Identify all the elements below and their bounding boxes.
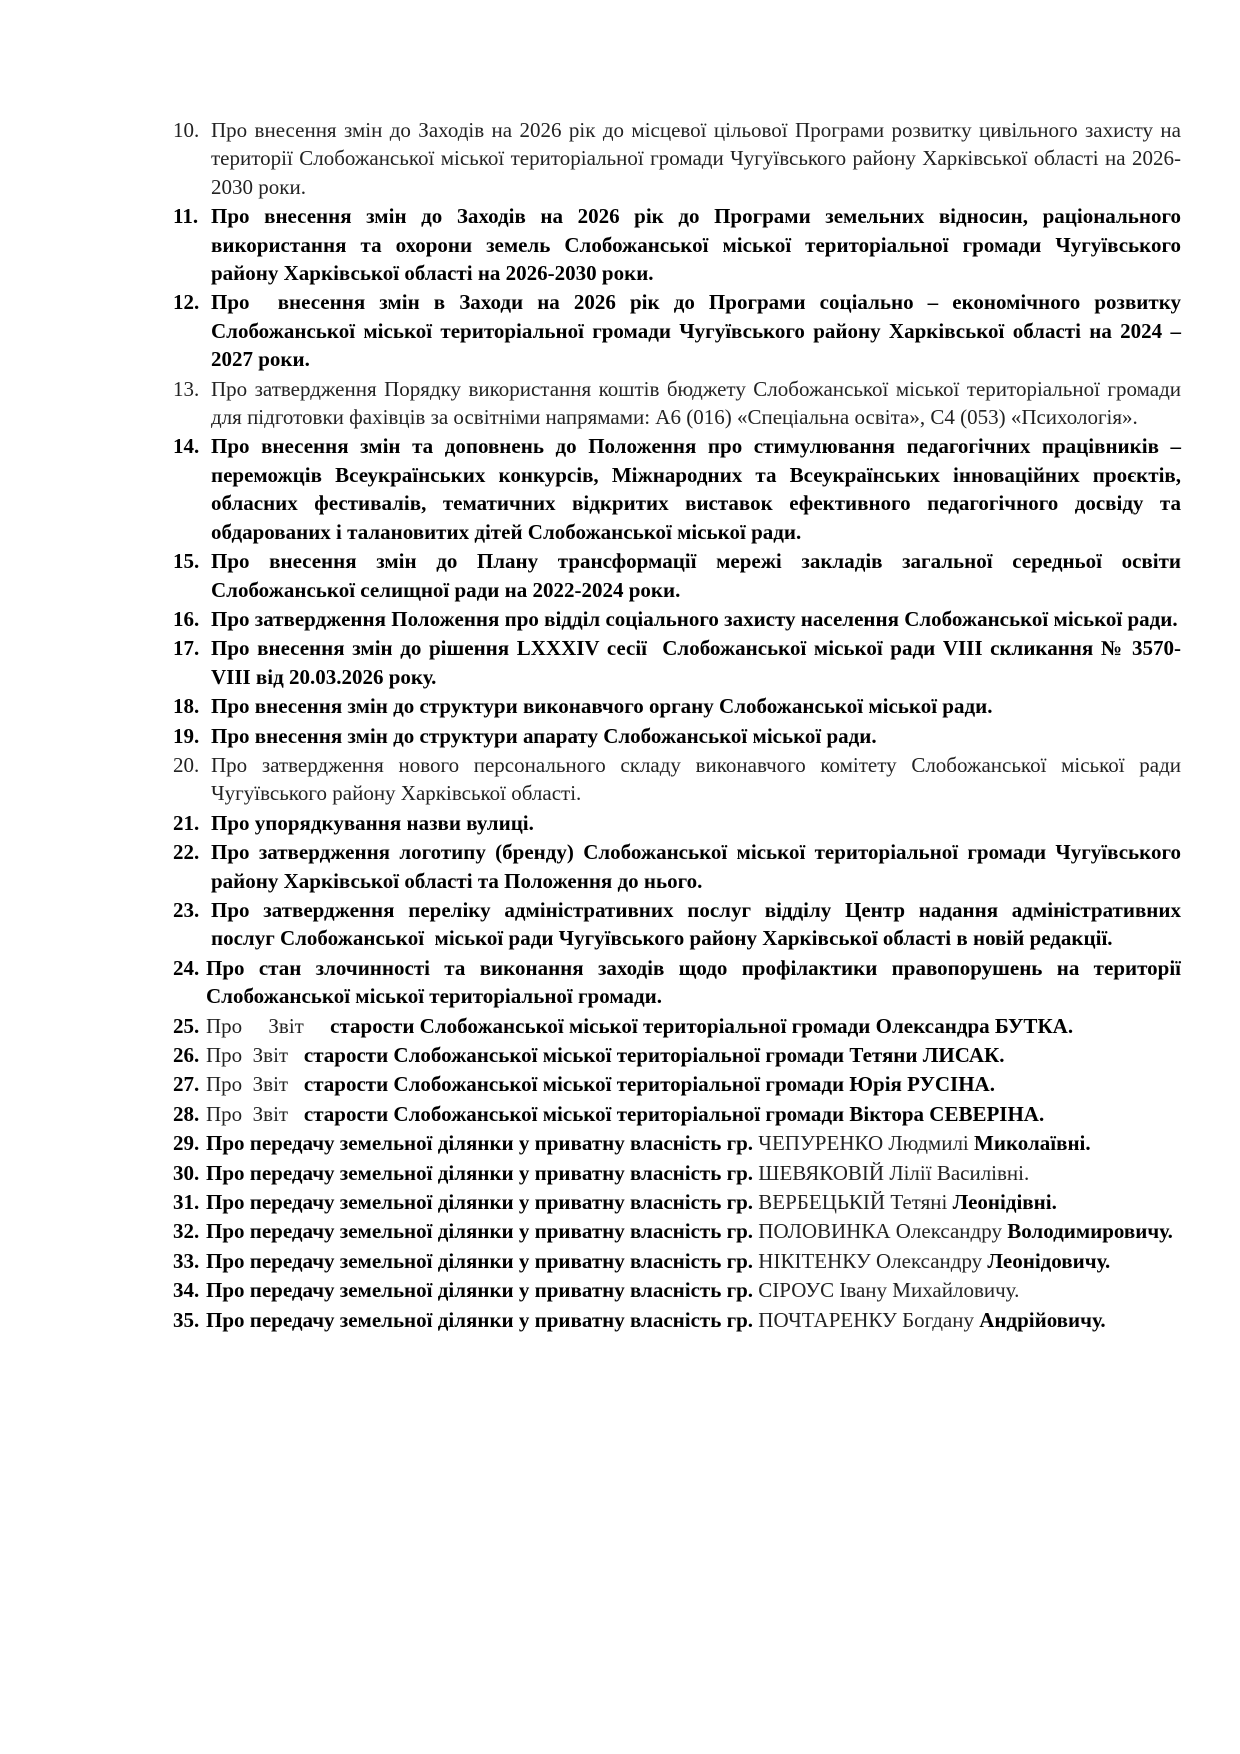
item-text: Про передачу земельної ділянки у приватну власність гр.	[206, 1160, 759, 1185]
item-text: Про затвердження логотипу (бренду) Слобожанської міської територіальної громади Чугуївського району Харківської області та Положення до нього.	[211, 840, 1187, 893]
item-text: Про внесення змін до структури апарату Слобожанської міської ради.	[211, 723, 877, 748]
item-number: 28.	[173, 1101, 200, 1126]
item-number: 10.	[173, 118, 200, 142]
agenda-item	[173, 838, 1187, 895]
item-number: 20.	[173, 752, 200, 777]
agenda-item	[173, 605, 1181, 633]
item-text: Про внесення змін до рішення LXXXIV сесії Слобожанської міської ради VIII скликання № 3570-VIII від 20.03.2026 року.	[211, 636, 1181, 689]
item-text: старости Слобожанської міської територіальної громади Віктора СЕВЕРІНА.	[303, 1101, 1045, 1126]
item-number: 12.	[173, 290, 200, 315]
agenda-item	[173, 116, 1187, 201]
agenda-item	[173, 547, 1187, 604]
item-text: СІРОУС Івану Михайловичу.	[758, 1278, 1020, 1303]
item-text: Андрійовичу.	[973, 1307, 1106, 1332]
item-number: 29.	[173, 1131, 200, 1156]
agenda-item	[173, 1306, 1181, 1334]
item-number: 15.	[173, 549, 200, 574]
item-text: Про Звіт	[206, 1043, 304, 1067]
item-text: старости Слобожанської міської територіальної громади Олександра БУТКА.	[330, 1013, 1074, 1038]
item-text: Про затвердження нового персонального складу виконавчого комітету Слобожанської міської ради Чугуївського району Харківської області.	[211, 752, 1187, 806]
item-text: Миколаївні.	[968, 1131, 1091, 1156]
item-text: Про внесення змін до структури виконавчого органу Слобожанської міської ради.	[211, 694, 993, 719]
agenda-item	[173, 1159, 1181, 1187]
agenda-item	[173, 432, 1187, 546]
agenda-item	[173, 375, 1187, 432]
item-text: Володимировичу.	[1001, 1219, 1173, 1244]
item-text: ПОЧТАРЕНКУ Богдану	[758, 1307, 974, 1332]
agenda-item	[173, 1129, 1181, 1157]
item-number: 23.	[173, 897, 200, 922]
item-text: ЧЕПУРЕНКО Людмилі	[758, 1131, 969, 1156]
agenda-item	[173, 1217, 1181, 1245]
item-number: 31.	[173, 1190, 200, 1215]
item-number: 16.	[173, 606, 200, 631]
item-number: 22.	[173, 840, 200, 865]
item-text: Про Звіт	[206, 1072, 304, 1097]
item-text: ВЕРБЕЦЬКІЙ Тетяні	[758, 1190, 948, 1215]
agenda-item	[173, 1100, 1181, 1128]
item-text: НІКІТЕНКУ Олександру	[758, 1248, 983, 1273]
item-text: Про затвердження Положення про відділ соціального захисту населення Слобожанської міської ради.	[211, 606, 1178, 631]
item-text: Про внесення змін до Плану трансформації мережі закладів загальної середньої освіти Слобожанської селищної ради на 2022-2024 роки.	[211, 549, 1187, 602]
item-number: 21.	[173, 810, 200, 835]
item-text: старости Слобожанської міської територіальної громади Юрія РУСІНА.	[303, 1072, 995, 1097]
item-text: Про внесення змін до Заходів на 2026 рік до Програми земельних відносин, раціонального використання та охорони земель Слобожанської міської територіальної громади Чугуївського району Харківської області на 2026-2030 роки.	[211, 204, 1187, 286]
item-number: 14.	[173, 434, 200, 459]
agenda-item	[173, 809, 1181, 837]
item-text: Про передачу земельної ділянки у приватну власність гр.	[206, 1307, 759, 1332]
item-text: Леонідовичу.	[982, 1248, 1111, 1273]
item-number: 32.	[173, 1219, 200, 1244]
item-text: Про передачу земельної ділянки у приватну власність гр.	[206, 1278, 759, 1303]
agenda-item	[173, 202, 1187, 287]
item-text: Про Звіт	[206, 1013, 331, 1038]
agenda-item	[173, 1041, 1181, 1069]
item-number: 18.	[173, 694, 200, 719]
item-number: 26.	[173, 1043, 200, 1067]
item-text: старости Слобожанської міської територіальної громади Тетяни ЛИСАК.	[303, 1043, 1005, 1067]
item-text: Про передачу земельної ділянки у приватну власність гр.	[206, 1219, 759, 1244]
item-text: Про передачу земельної ділянки у приватну власність гр.	[206, 1190, 759, 1215]
agenda-item	[173, 954, 1187, 1011]
agenda-item	[173, 751, 1187, 808]
item-number: 27.	[173, 1072, 200, 1097]
agenda-item	[173, 1276, 1181, 1304]
item-text: Про затвердження Порядку використання коштів бюджету Слобожанської міської територіальної громади для підготовки фахівців за освітніми напрямами: А6 (016) «Спеціальна освіта», С4 (053) «Психологія».	[211, 376, 1187, 430]
item-number: 17.	[173, 636, 200, 661]
item-text: Леонідівні.	[947, 1190, 1057, 1215]
item-number: 24.	[173, 955, 200, 980]
item-number: 13.	[173, 376, 200, 401]
item-number: 30.	[173, 1160, 200, 1185]
item-number: 11.	[173, 204, 199, 229]
item-number: 25.	[173, 1013, 200, 1038]
agenda-item	[173, 1247, 1181, 1275]
agenda-item	[173, 634, 1181, 691]
item-text: Про внесення змін та доповнень до Положення про стимулювання педагогічних працівників – переможців Всеукраїнських конкурсів, Міжнародних та Всеукраїнських інноваційних проєктів, обласних фестивалів, тематичних відкритих виставок ефективного педагогічного досвіду та обдарованих і талановитих дітей Слобожанської міської ради.	[211, 434, 1187, 544]
item-text: Про передачу земельної ділянки у приватну власність гр.	[206, 1248, 759, 1273]
agenda-item	[173, 722, 1181, 750]
item-text: ПОЛОВИНКА Олександру	[758, 1219, 1002, 1244]
item-text: Про стан злочинності та виконання заходів щодо профілактики правопорушень на території Слобожанської міської територіальної громади.	[206, 955, 1187, 1009]
item-text: Про затвердження переліку адміністративних послуг відділу Центр надання адміністративних послуг Слобожанської міської ради Чугуївського району Харківської області в новій редакції.	[211, 897, 1187, 951]
agenda-item	[173, 896, 1187, 953]
item-text: Про внесення змін до Заходів на 2026 рік до місцевої цільової Програми розвитку цивільного захисту на території Слобожанської міської територіальної громади Чугуївського району Харківської області на 2026-2030 роки.	[211, 118, 1187, 199]
item-number: 19.	[173, 723, 200, 748]
item-text: ШЕВЯКОВІЙ Лілії Василівні.	[758, 1160, 1030, 1185]
item-number: 35.	[173, 1307, 200, 1332]
item-text: Про передачу земельної ділянки у приватну власність гр.	[206, 1131, 759, 1156]
item-number: 33.	[173, 1248, 200, 1273]
agenda-item	[173, 1188, 1181, 1216]
item-text: Про Звіт	[206, 1101, 304, 1126]
item-text: Про упорядкування назви вулиці.	[211, 810, 534, 835]
agenda-item	[173, 288, 1187, 373]
item-text: Про внесення змін в Заходи на 2026 рік до Програми соціально – економічного розвитку Слобожанської міської територіальної громади Чугуївського району Харківської області на 2024 – 2027 роки.	[211, 290, 1187, 372]
agenda-item	[173, 1070, 1181, 1098]
agenda-item	[173, 692, 1181, 720]
agenda-list	[173, 116, 1187, 1335]
agenda-item	[173, 1012, 1181, 1040]
item-number: 34.	[173, 1278, 200, 1303]
